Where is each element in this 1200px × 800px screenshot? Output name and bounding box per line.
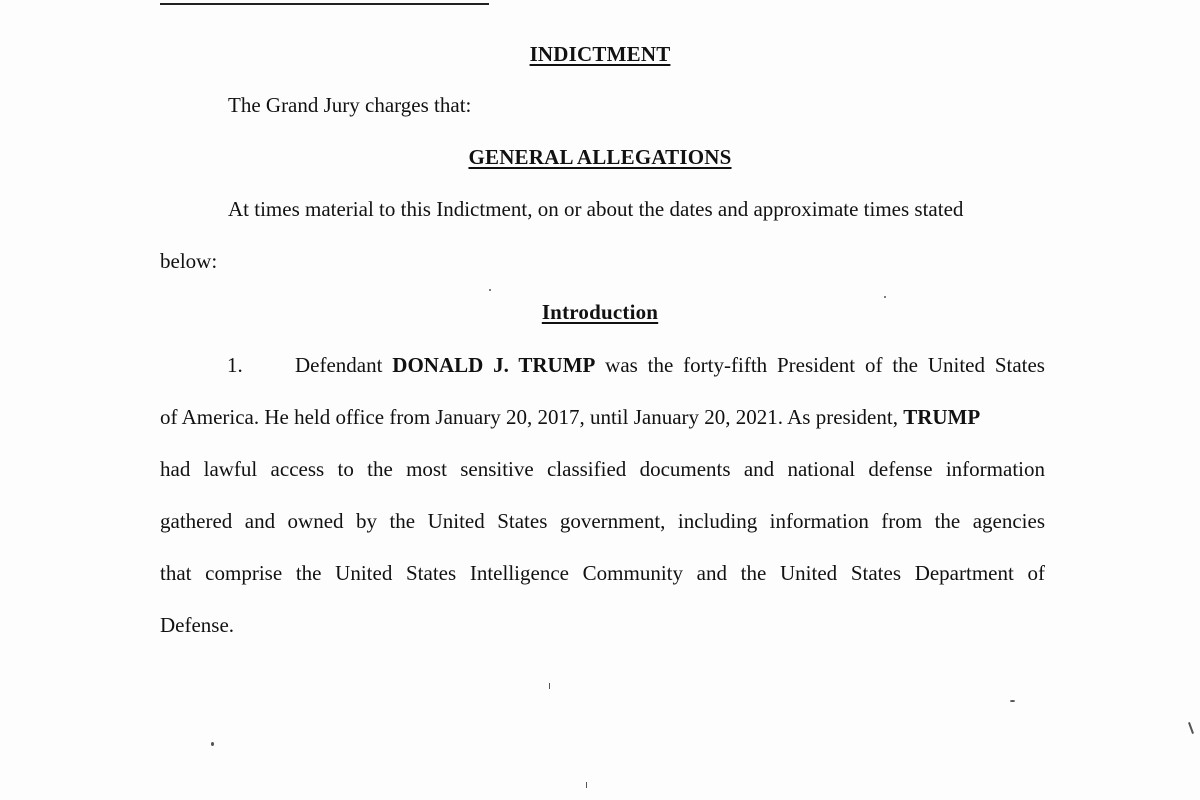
paragraph-1-line-4: gathered and owned by the United States government, including information from the agencies — [160, 509, 1045, 533]
line-1-suffix: was the forty-fifth President of the United States — [595, 353, 1045, 377]
line-2-prefix: of America. He held office from January 20, 2017, until January 20, 2021. As president, — [160, 405, 904, 429]
paragraph-1-line-6: Defense. — [160, 613, 235, 637]
scan-speck — [586, 782, 587, 788]
paragraph-1-line-5: that comprise the United States Intelligence Community and the United States Department of — [160, 561, 1045, 585]
general-allegations-heading: GENERAL ALLEGATIONS — [468, 145, 732, 169]
defendant-name: DONALD J. TRUMP — [392, 353, 596, 377]
introduction-heading: Introduction — [541, 300, 659, 324]
paragraph-1-line-2 — [160, 405, 980, 430]
paragraph-1-line-1 — [295, 353, 1045, 378]
scan-speck — [1188, 722, 1194, 734]
scan-speck — [211, 742, 214, 746]
scan-speck — [549, 683, 550, 689]
paragraph-1-line-3: had lawful access to the most sensitive classified documents and national defense information — [160, 457, 1045, 481]
paragraph-number: 1. — [227, 353, 243, 377]
line-1-prefix: Defendant — [295, 353, 393, 377]
scan-speck — [1010, 700, 1015, 702]
indictment-title: INDICTMENT — [529, 42, 671, 66]
grand-jury-intro: The Grand Jury charges that: — [228, 93, 472, 117]
scan-speck — [884, 296, 886, 298]
top-rule-divider — [160, 3, 489, 5]
defendant-surname: TRUMP — [903, 405, 981, 429]
times-material-line-2: below: — [160, 249, 218, 273]
scan-speck — [489, 289, 491, 291]
times-material-line-1: At times material to this Indictment, on or about the dates and approximate times stated — [228, 197, 964, 221]
